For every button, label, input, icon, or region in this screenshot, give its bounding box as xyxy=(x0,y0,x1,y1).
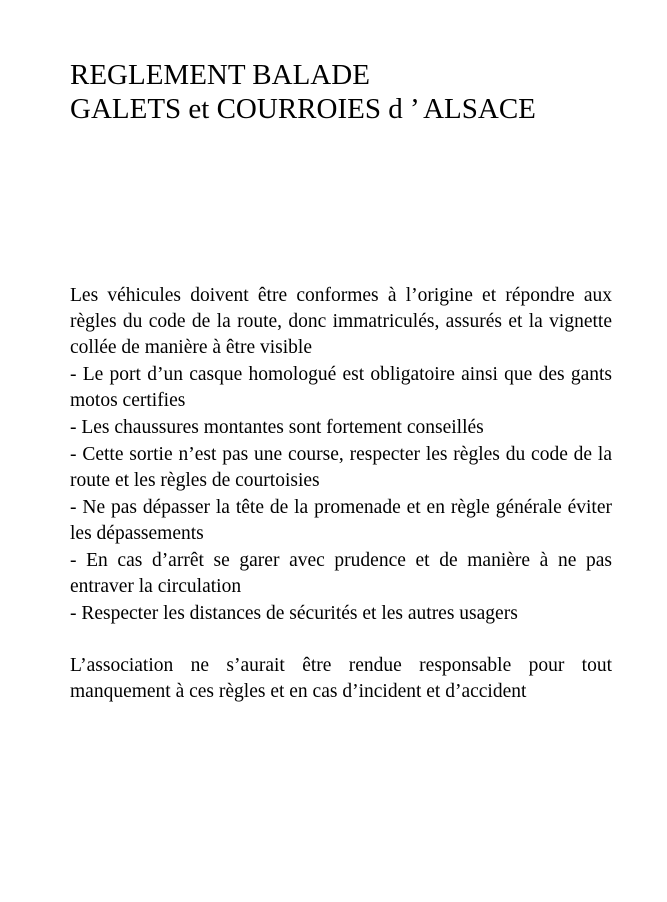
rule-paragraph-stopping: - En cas d’arrêt se garer avec prudence et de manière à ne pas entraver la circulation xyxy=(70,550,612,597)
document-title xyxy=(70,58,640,126)
rule-paragraph-distances: - Respecter les distances de sécurités et les autres usagers xyxy=(70,603,518,624)
rule-paragraph-helmet: - Le port d’un casque homologué est obligatoire ainsi que des gants motos certifies xyxy=(70,364,612,411)
liability-disclaimer: L’association ne s’aurait être rendue responsable pour tout manquement à ces règles et en cas d’incident et d’accident xyxy=(70,655,612,702)
title-line-1: REGLEMENT BALADE xyxy=(70,59,370,91)
rules-body xyxy=(70,283,612,705)
rule-paragraph-not-a-race: - Cette sortie n’est pas une course, respecter les règles du code de la route et les règles de courtoisies xyxy=(70,444,612,491)
rule-paragraph-no-overtaking: - Ne pas dépasser la tête de la promenade et en règle générale éviter les dépassements xyxy=(70,497,612,544)
title-line-2: GALETS et COURROIES d ’ ALSACE xyxy=(70,93,536,125)
rule-paragraph-vehicles: Les véhicules doivent être conformes à l’origine et répondre aux règles du code de la route, donc immatriculés, assurés et la vignette collée de manière à être visible xyxy=(70,285,612,358)
rule-paragraph-shoes: - Les chaussures montantes sont fortement conseillés xyxy=(70,417,484,438)
